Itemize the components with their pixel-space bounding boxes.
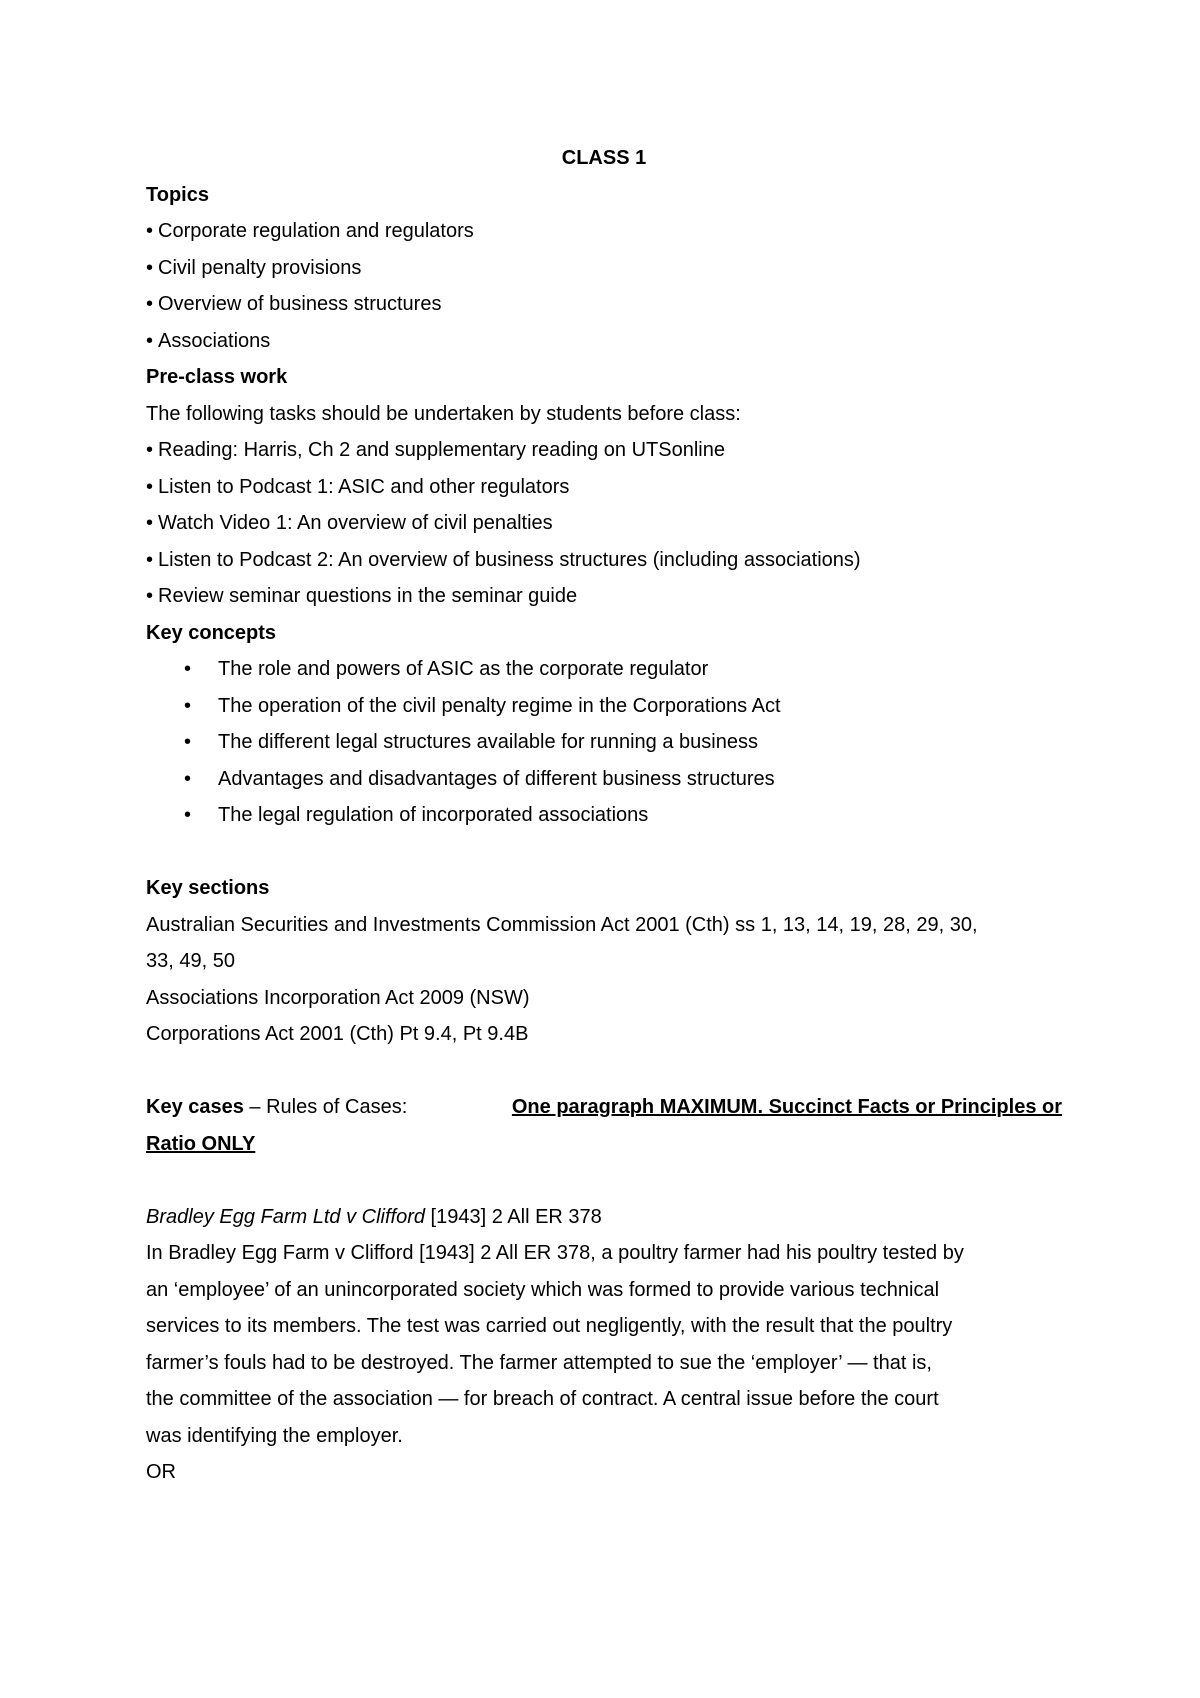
bullet-icon: • — [146, 512, 154, 534]
blank-line — [146, 1053, 1062, 1090]
topics-heading: Topics — [146, 183, 209, 206]
topics-list — [146, 213, 1062, 359]
cases-rule-line2: Ratio ONLY — [146, 1132, 256, 1155]
concept-item: • The different legal structures available for running a business — [146, 724, 1062, 761]
concept-item: • Advantages and disadvantages of different business structures — [146, 761, 1062, 798]
bullet-icon: • — [146, 548, 154, 571]
document-content — [146, 140, 1062, 1491]
bullet-icon: • — [146, 220, 154, 242]
topic-item: • Civil penalty provisions — [146, 250, 1062, 287]
concepts-list — [146, 651, 1062, 834]
case-citation: [1943] 2 All ER 378 — [425, 1205, 602, 1228]
concept-item: • The role and powers of ASIC as the corporate regulator — [146, 651, 1062, 688]
bullet-icon: • — [146, 256, 154, 279]
bullet-icon: • — [146, 439, 154, 461]
cases-rule-line1: One paragraph MAXIMUM. Succinct Facts or Principles or — [511, 1096, 1062, 1118]
topic-item: • Overview of business structures — [146, 286, 1062, 323]
concept-item: • The operation of the civil penalty regime in the Corporations Act — [146, 688, 1062, 725]
bullet-icon: • — [146, 293, 154, 315]
bullet-icon: • — [146, 585, 154, 607]
bullet-icon: • — [184, 804, 192, 826]
sections-asic-act-cont: 33, 49, 50 — [146, 950, 235, 972]
preclass-intro: The following tasks should be undertaken by students before class: — [146, 402, 741, 425]
case-summary-line: an ‘employee’ of an unincorporated society which was formed to provide various technical — [146, 1278, 940, 1301]
sections-corporations-act: Corporations Act 2001 (Cth) Pt 9.4, Pt 9.4B — [146, 1023, 529, 1045]
preclass-item: • Watch Video 1: An overview of civil penalties — [146, 505, 1062, 542]
preclass-item: • Listen to Podcast 1: ASIC and other regulators — [146, 469, 1062, 506]
blank-line — [146, 1162, 1062, 1199]
case-summary-line: In Bradley Egg Farm v Clifford [1943] 2 All ER 378, a poultry farmer had his poultry tested by — [146, 1242, 964, 1264]
topic-item: • Corporate regulation and regulators — [146, 213, 1062, 250]
case-title — [146, 1199, 1062, 1236]
preclass-item: • Review seminar questions in the seminar guide — [146, 578, 1062, 615]
cases-dash: – Rules of Cases: — [243, 1096, 408, 1118]
cases-rule-line2-wrap — [146, 1126, 1062, 1163]
blank-line — [146, 834, 1062, 871]
bullet-icon: • — [184, 694, 192, 717]
sections-heading: Key sections — [146, 877, 270, 899]
bullet-icon: • — [184, 731, 192, 753]
cases-heading: Key cases — [146, 1096, 244, 1118]
sections-asic-act: Australian Securities and Investments Commission Act 2001 (Cth) ss 1, 13, 14, 19, 28, 29, 30, — [146, 913, 978, 936]
concepts-heading: Key concepts — [146, 621, 277, 644]
case-summary-line: services to its members. The test was carried out negligently, with the result that the poultry — [146, 1315, 953, 1337]
bullet-icon: • — [184, 658, 192, 680]
case-summary-line: was identifying the employer. — [146, 1424, 403, 1447]
cases-heading-line — [146, 1089, 1062, 1126]
case-name: Bradley Egg Farm Ltd v Clifford — [146, 1205, 425, 1228]
preclass-item: • Listen to Podcast 2: An overview of business structures (including associations) — [146, 542, 1062, 579]
preclass-heading: Pre-class work — [146, 366, 288, 388]
sections-associations-act: Associations Incorporation Act 2009 (NSW) — [146, 986, 530, 1009]
bullet-icon: • — [184, 767, 192, 790]
preclass-item: • Reading: Harris, Ch 2 and supplementary reading on UTSonline — [146, 432, 1062, 469]
case-summary-line: the committee of the association — for breach of contract. A central issue before the court — [146, 1388, 939, 1410]
bullet-icon: • — [146, 329, 154, 352]
preclass-list — [146, 432, 1062, 615]
case-or: OR — [146, 1461, 176, 1483]
topic-item: • Associations — [146, 323, 1062, 360]
page-title: CLASS 1 — [561, 147, 647, 169]
case-summary-line: farmer’s fouls had to be destroyed. The farmer attempted to sue the ‘employer’ — that is, — [146, 1351, 932, 1374]
case-summary — [146, 1235, 1062, 1454]
concept-item: • The legal regulation of incorporated associations — [146, 797, 1062, 834]
bullet-icon: • — [146, 475, 154, 498]
